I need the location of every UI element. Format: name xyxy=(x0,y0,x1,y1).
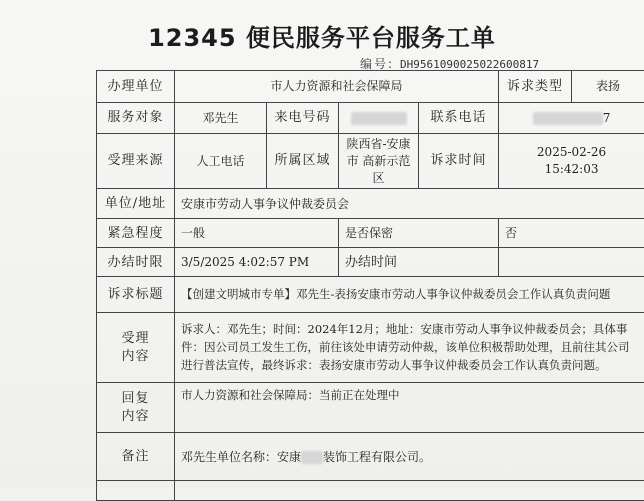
table-row xyxy=(97,277,644,313)
urgency-value: 一般 xyxy=(175,219,339,248)
redacted-contact-phone xyxy=(533,112,603,125)
source-value: 人工电话 xyxy=(175,134,267,189)
work-order-table xyxy=(96,70,644,501)
region-line: 市 高新示范 xyxy=(345,153,412,170)
table-row xyxy=(97,219,644,248)
content-label-line: 受理 xyxy=(103,330,168,348)
region-value xyxy=(339,134,419,189)
confidential-value: 否 xyxy=(499,219,644,248)
unit-label: 单位/地址 xyxy=(97,189,175,219)
caller-phone-label: 来电号码 xyxy=(267,103,339,134)
dept-value: 市人力资源和社会保障局 xyxy=(175,71,499,103)
appeal-date: 2025-02-26 xyxy=(505,144,638,161)
reply-label-line: 回复 xyxy=(103,390,168,408)
finish-time-value xyxy=(499,248,644,277)
table-row xyxy=(97,313,644,383)
appeal-type-value: 表扬 xyxy=(572,71,644,102)
contact-phone-tail: 7 xyxy=(603,110,611,126)
table-row xyxy=(97,134,644,189)
appeal-time-label: 诉求时间 xyxy=(419,134,499,189)
appeal-clock: 15:42:03 xyxy=(505,161,638,178)
page-title: 12345 便民服务平台服务工单 xyxy=(0,18,644,53)
remark-prefix: 邓先生单位名称：安康 xyxy=(181,449,301,465)
appeal-type-cell xyxy=(499,71,644,103)
confidential-label: 是否保密 xyxy=(339,219,499,248)
empty-cell xyxy=(97,481,175,501)
caller-phone-value xyxy=(339,103,419,134)
content-label xyxy=(97,313,175,383)
table-row xyxy=(97,103,644,134)
table-row xyxy=(97,383,644,433)
unit-value: 安康市劳动人事争议仲裁委员会 xyxy=(175,189,644,219)
table-row xyxy=(97,248,644,277)
appeal-type-label: 诉求类型 xyxy=(499,71,572,102)
reply-value: 市人力资源和社会保障局：当前正在处理中 xyxy=(175,383,644,433)
source-label: 受理来源 xyxy=(97,134,175,189)
content-label-line: 内容 xyxy=(103,348,168,366)
contact-phone-label: 联系电话 xyxy=(419,103,499,134)
serial-label: 编号: xyxy=(360,57,394,71)
finish-time-label: 办结时间 xyxy=(339,248,499,277)
deadline-label: 办结时限 xyxy=(97,248,175,277)
remark-label: 备注 xyxy=(97,433,175,481)
region-label: 所属区域 xyxy=(267,134,339,189)
remark-value xyxy=(175,433,644,481)
service-target-label: 服务对象 xyxy=(97,103,175,134)
empty-cell xyxy=(175,481,644,501)
deadline-value: 3/5/2025 4:02:57 PM xyxy=(175,248,339,277)
urgency-label: 紧急程度 xyxy=(97,219,175,248)
redacted-company xyxy=(301,451,323,464)
redacted-phone xyxy=(351,112,407,125)
reply-label-line: 内容 xyxy=(103,408,168,426)
serial-value: DH956109002502260081​7 xyxy=(400,58,539,71)
remark-suffix: 装饰工程有限公司。 xyxy=(323,449,431,465)
region-line: 区 xyxy=(345,170,412,187)
subject-label: 诉求标题 xyxy=(97,277,175,313)
appeal-time-value xyxy=(499,134,644,189)
service-target-value: 邓先生 xyxy=(175,103,267,134)
table-row xyxy=(97,71,644,103)
dept-label: 办理单位 xyxy=(97,71,175,103)
region-line: 陕西省-安康 xyxy=(345,136,412,153)
contact-phone-value xyxy=(499,103,644,134)
table-row xyxy=(97,189,644,219)
subject-value: 【创建文明城市专单】邓先生-表扬安康市劳动人事争议仲裁委员会工作认真负责问题 xyxy=(175,277,644,313)
table-row xyxy=(97,481,644,501)
reply-label xyxy=(97,383,175,433)
table-row xyxy=(97,433,644,481)
content-value: 诉求人：邓先生；时间：2024年12月；地址：安康市劳动人事争议仲裁委员会；具体事件：因公司员工发生工伤，前往该处申请劳动仲裁，该单位积极帮助处理，且前往其公司进行普法宣传，最终诉求：表扬安康市劳动人事争议仲裁委员会工作认真负责问题。 xyxy=(175,313,644,383)
